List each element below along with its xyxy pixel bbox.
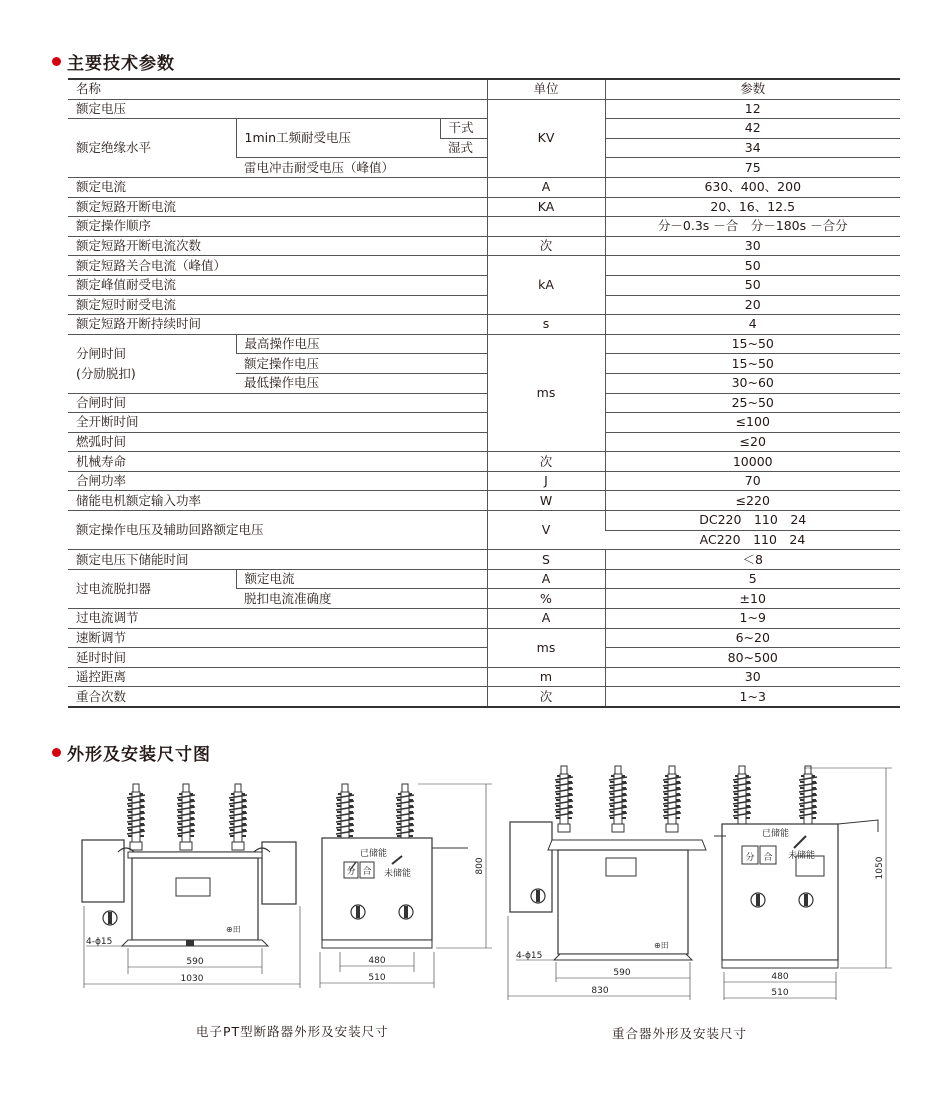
value-cell: 42 <box>605 119 900 139</box>
hole-label: 4-ϕ15 <box>516 951 543 961</box>
unit-cell: KV <box>487 99 605 177</box>
table-row <box>68 609 900 629</box>
unit-cell: kA <box>487 256 605 315</box>
unit-cell: % <box>487 589 605 609</box>
handle-icon <box>351 905 365 919</box>
label-charged: 已储能 <box>360 849 388 859</box>
table-header-row <box>68 79 900 99</box>
handle-icon <box>531 889 545 903</box>
row-name: 重合次数 <box>68 687 487 707</box>
value-cell: 30 <box>605 236 900 256</box>
value-cell: 4 <box>605 315 900 335</box>
value-cell: AC220 110 24 <box>605 530 900 550</box>
table-row <box>68 471 900 491</box>
dim-510-b: 510 <box>771 988 789 998</box>
value-cell: ≤20 <box>605 432 900 452</box>
value-cell: 1~3 <box>605 687 900 707</box>
table-row <box>68 275 900 295</box>
table-row <box>68 511 900 531</box>
sub-name: 干式 <box>440 119 487 139</box>
unit-cell: ms <box>487 628 605 667</box>
section-title-specs <box>52 49 175 74</box>
sub-name: 湿式 <box>440 138 487 158</box>
table-row <box>68 295 900 315</box>
open-time-label: 分闸时间 <box>76 345 127 361</box>
row-name: 全开断时间 <box>68 413 487 433</box>
bullet-dot-icon <box>52 748 61 757</box>
dim-510-a: 510 <box>368 973 386 983</box>
row-name: 合闸时间 <box>68 393 487 413</box>
dim-480-a: 480 <box>368 956 386 966</box>
dim-830: 830 <box>591 986 609 996</box>
insulator-icon <box>127 784 145 850</box>
label-uncharged: 未储能 <box>788 851 816 861</box>
handle-icon <box>399 905 413 919</box>
table-row <box>68 491 900 511</box>
row-name: 额定电压 <box>68 99 487 119</box>
label-close: 合 <box>362 867 372 877</box>
dim-590-a: 590 <box>186 957 204 967</box>
unit-cell: 次 <box>487 452 605 472</box>
table-row <box>68 667 900 687</box>
sub-name: 最低操作电压 <box>236 373 487 393</box>
row-name: 额定峰值耐受电流 <box>68 275 487 295</box>
sub-name: 额定操作电压 <box>236 354 487 374</box>
value-cell: 20、16、12.5 <box>605 197 900 217</box>
row-name: 额定操作顺序 <box>68 217 487 237</box>
value-cell: 1~9 <box>605 609 900 629</box>
table-row <box>68 315 900 335</box>
value-cell: 15~50 <box>605 354 900 374</box>
value-cell: 50 <box>605 275 900 295</box>
unit-cell: S <box>487 550 605 570</box>
insulator-icon <box>177 784 195 850</box>
label-open: 分 <box>745 853 755 863</box>
insulator-icon <box>663 766 681 832</box>
sub-name: 额定电流 <box>236 569 487 589</box>
bullet-dot-icon <box>52 57 61 66</box>
unit-cell: KA <box>487 197 605 217</box>
value-cell: ±10 <box>605 589 900 609</box>
value-cell: 630、400、200 <box>605 177 900 197</box>
table-row <box>68 119 900 139</box>
recloser-front-view <box>510 766 706 960</box>
unit-cell: A <box>487 177 605 197</box>
sub-name: 最高操作电压 <box>236 334 487 354</box>
value-cell: 5 <box>605 569 900 589</box>
header-value: 参数 <box>605 79 900 99</box>
breaker-side-view <box>322 784 468 948</box>
table-row <box>68 550 900 570</box>
label-uncharged: 未储能 <box>384 869 412 879</box>
table-row <box>68 197 900 217</box>
row-name: 额定短路开断持续时间 <box>68 315 487 335</box>
handle-icon <box>799 893 813 907</box>
handle-icon <box>103 911 117 925</box>
row-name: 合闸功率 <box>68 471 487 491</box>
row-name: 速断调节 <box>68 628 487 648</box>
table-row <box>68 628 900 648</box>
value-cell: ＜8 <box>605 550 900 570</box>
value-cell: 70 <box>605 471 900 491</box>
label-open: 分 <box>346 867 356 877</box>
value-cell: 10000 <box>605 452 900 472</box>
row-name: 额定操作电压及辅助回路额定电压 <box>68 511 487 550</box>
value-cell: 75 <box>605 158 900 178</box>
value-cell: 6~20 <box>605 628 900 648</box>
row-name: 过电流脱扣器 <box>68 569 236 608</box>
table-row <box>68 413 900 433</box>
dimension-drawings <box>0 760 950 1090</box>
insulator-icon <box>229 784 247 850</box>
unit-cell: m <box>487 667 605 687</box>
insulator-icon <box>555 766 573 832</box>
value-cell: 分－0.3s －合 分－180s －合分 <box>605 217 900 237</box>
ground-symbol: ⊕田 <box>654 941 669 950</box>
section-title-specs-text: 主要技术参数 <box>67 54 175 74</box>
dim-800: 800 <box>475 857 485 875</box>
row-name: 储能电机额定输入功率 <box>68 491 487 511</box>
dim-590-b: 590 <box>613 968 631 978</box>
insulator-icon <box>799 766 817 832</box>
table-row <box>68 569 900 589</box>
table-row <box>68 648 900 668</box>
sub-name: 1min工频耐受电压 <box>236 119 440 158</box>
table-row <box>68 256 900 276</box>
value-cell: 80~500 <box>605 648 900 668</box>
table-row <box>68 177 900 197</box>
value-cell: 25~50 <box>605 393 900 413</box>
value-cell: ≤220 <box>605 491 900 511</box>
unit-cell: W <box>487 491 605 511</box>
unit-cell: A <box>487 609 605 629</box>
hole-label: 4-ϕ15 <box>86 937 113 947</box>
row-name: 过电流调节 <box>68 609 487 629</box>
row-name: 额定短路开断电流次数 <box>68 236 487 256</box>
handle-icon <box>751 893 765 907</box>
unit-cell: 次 <box>487 236 605 256</box>
breaker-front-view <box>82 784 296 946</box>
table-row <box>68 217 900 237</box>
row-name: 额定短时耐受电流 <box>68 295 487 315</box>
header-name: 名称 <box>68 79 487 99</box>
unit-cell: J <box>487 471 605 491</box>
value-cell: 34 <box>605 138 900 158</box>
row-name: 额定电流 <box>68 177 487 197</box>
value-cell: 15~50 <box>605 334 900 354</box>
row-name: 额定短路关合电流（峰值） <box>68 256 487 276</box>
table-row <box>68 99 900 119</box>
table-row <box>68 236 900 256</box>
row-name <box>68 334 236 393</box>
unit-cell: ms <box>487 334 605 452</box>
ground-symbol: ⊕田 <box>226 925 241 934</box>
row-name: 额定短路开断电流 <box>68 197 487 217</box>
insulator-icon <box>609 766 627 832</box>
dim-1050: 1050 <box>875 856 885 880</box>
value-cell: 50 <box>605 256 900 276</box>
row-name: 燃弧时间 <box>68 432 487 452</box>
unit-cell <box>487 217 605 237</box>
table-row <box>68 432 900 452</box>
row-name: 延时时间 <box>68 648 487 668</box>
table-row <box>68 393 900 413</box>
sub-name: 雷电冲击耐受电压（峰值） <box>236 158 487 178</box>
value-cell: 30~60 <box>605 373 900 393</box>
label-close: 合 <box>763 853 773 863</box>
unit-cell: V <box>487 511 605 550</box>
unit-cell: 次 <box>487 687 605 707</box>
value-cell: 20 <box>605 295 900 315</box>
value-cell: DC220 110 24 <box>605 511 900 531</box>
unit-cell: A <box>487 569 605 589</box>
sub-name: 脱扣电流准确度 <box>236 589 487 609</box>
label-charged: 已储能 <box>762 829 790 839</box>
row-name: 额定电压下储能时间 <box>68 550 487 570</box>
caption-recloser: 重合器外形及安装尺寸 <box>612 1026 748 1041</box>
row-name: 遥控距离 <box>68 667 487 687</box>
unit-cell: s <box>487 315 605 335</box>
row-name: 机械寿命 <box>68 452 487 472</box>
table-row <box>68 334 900 354</box>
section-title-dimensions-text: 外形及安装尺寸图 <box>67 745 211 765</box>
open-time-note: (分励脱扣) <box>76 365 136 381</box>
value-cell: 30 <box>605 667 900 687</box>
dim-1030: 1030 <box>180 974 204 984</box>
dim-480-b: 480 <box>771 972 789 982</box>
spec-table <box>68 78 900 708</box>
table-row <box>68 452 900 472</box>
insulator-icon <box>733 766 751 832</box>
table-row <box>68 687 900 707</box>
header-unit: 单位 <box>487 79 605 99</box>
row-name: 额定绝缘水平 <box>68 119 236 178</box>
caption-breaker: 电子PT型断路器外形及安装尺寸 <box>196 1024 389 1039</box>
recloser-side-view <box>714 766 878 968</box>
value-cell: ≤100 <box>605 413 900 433</box>
value-cell: 12 <box>605 99 900 119</box>
